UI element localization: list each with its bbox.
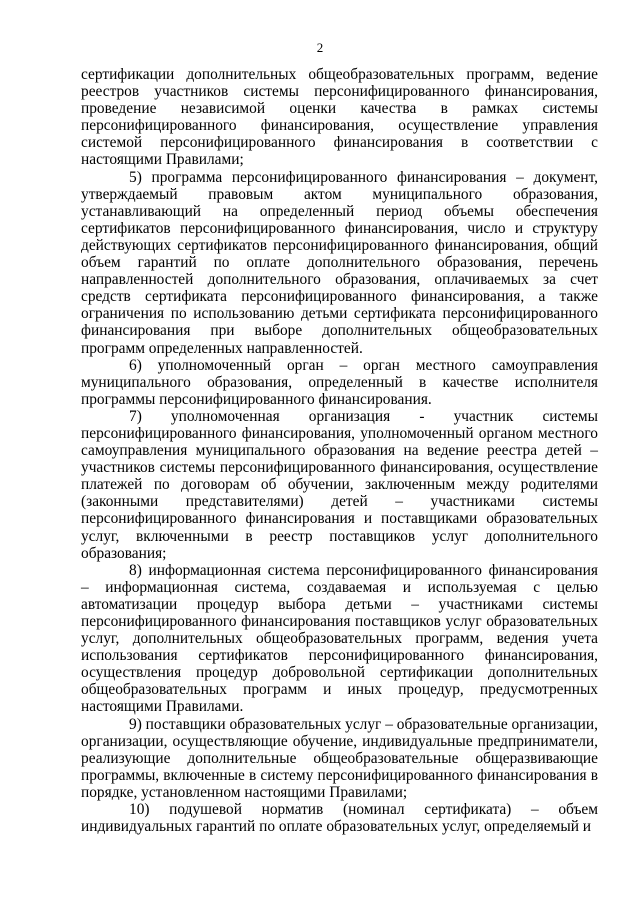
page-number: 2 bbox=[316, 40, 324, 55]
paragraph-item-9: 9) поставщики образовательных услуг – образовательные организации, организации, осуществляющие обучение, индивидуальные предприниматели, реализующие дополнительные общеобразовательные общеразвивающие программы, включенные в систему персонифицированного финансирования в порядке, установленном настоящими Правилами; bbox=[81, 715, 598, 801]
paragraph-item-8: 8) информационная система персонифицированного финансирования – информационная система, создаваемая и используемая с целью автоматизации процедур выбора детьми – участниками системы персонифицированного финансирования поставщиков услуг образовательных услуг, дополнительных общеобразовательных программ, ведения учета использования сертификатов персонифицированного финансирования, осуществления процедур добровольной сертификации дополнительных общеобразовательных программ и иных процедур, предусмотренных настоящими Правилами. bbox=[81, 561, 598, 716]
paragraph-item-7: 7) уполномоченная организация - участник системы персонифицированного финансирования, уполномоченный органом местного самоуправления муниципального образования на ведение реестра детей – участников системы персонифицированного финансирования, осуществление платежей по договорам об обучении, заключенным между родителями (законными представителями) детей – участниками системы персонифицированного финансирования и поставщиками образовательных услуг, включенными в реестр поставщиков услуг дополнительного образования; bbox=[81, 407, 598, 562]
paragraph-item-6: 6) уполномоченный орган – орган местного самоуправления муниципального образования, определенный в качестве исполнителя программы персонифицированного финансирования. bbox=[81, 356, 598, 408]
paragraph-item-5: 5) программа персонифицированного финансирования – документ, утверждаемый правовым актом муниципального образования, устанавливающий на определенный период объемы обеспечения сертификатов персонифицированного финансирования, число и структуру действующих сертификатов персонифицированного финансирования, общий объем гарантий по оплате дополнительного образования, перечень направленностей дополнительного образования, оплачиваемых за счет средств сертификата персонифицированного финансирования, а также ограничения по использованию детьми сертификата персонифицированного финансирования при выборе дополнительных общеобразовательных программ определенных направленностей. bbox=[81, 168, 598, 357]
document-body bbox=[81, 66, 598, 835]
paragraph-item-10: 10) подушевой норматив (номинал сертификата) – объем индивидуальных гарантий по оплате образовательных услуг, определяемый и bbox=[81, 801, 598, 836]
paragraph-continuation: сертификации дополнительных общеобразовательных программ, ведение реестров участников системы персонифицированного финансирования, проведение независимой оценки качества в рамках системы персонифицированного финансирования, осуществление управления системой персонифицированного финансирования в соответствии с настоящими Правилами; bbox=[81, 66, 598, 169]
